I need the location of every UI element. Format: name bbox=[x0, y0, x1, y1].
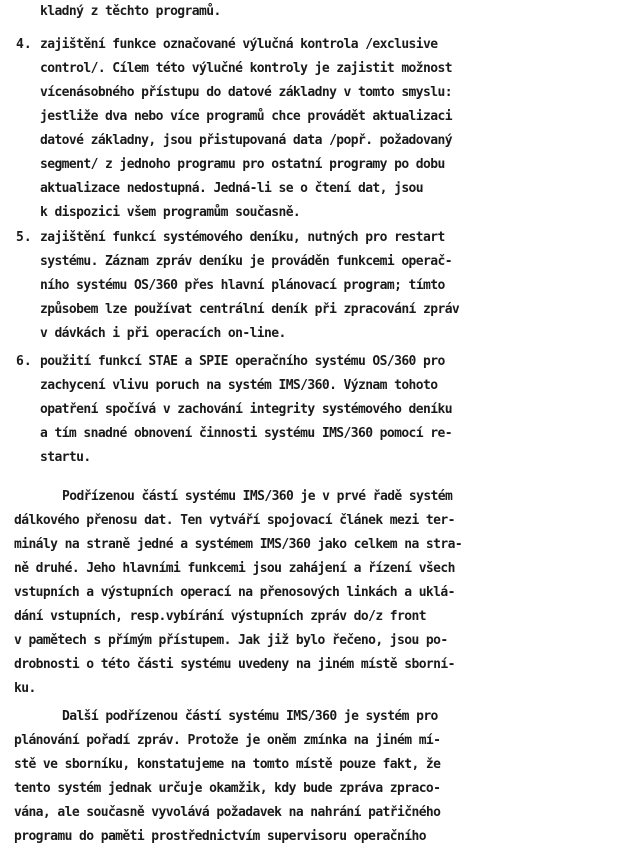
text-line: ního systému OS/360 přes hlavní plánovací program; tímto bbox=[40, 278, 445, 293]
text-line: dálkového přenosu dat. Ten vytváří spojovací článek mezi ter- bbox=[14, 513, 455, 528]
list-item-number: 6. bbox=[16, 354, 32, 369]
list-item-number: 5. bbox=[16, 230, 32, 245]
text-line: programu do paměti prostřednictvím supervisoru operačního bbox=[14, 829, 426, 844]
text-line: v pamětech s přímým přístupem. Jak již bylo řečeno, jsou po- bbox=[14, 633, 448, 648]
text-line: dání vstupních, resp.vybírání výstupních zpráv do/z front bbox=[14, 609, 426, 624]
text-line: datové základny, jsou přistupovaná data /popř. požadovaný bbox=[40, 133, 452, 148]
text-line: stě ve sborníku, konstatujeme na tomto místě pouze fakt, že bbox=[14, 757, 441, 772]
text-line: zachycení vlivu poruch na systém IMS/360. Význam tohoto bbox=[40, 378, 438, 393]
text-line: segment/ z jednoho programu pro ostatní programy po dobu bbox=[40, 157, 445, 172]
text-line: systému. Záznam zpráv deníku je prováděn funkcemi operač- bbox=[40, 254, 452, 269]
text-line: vícenásobného přístupu do datové základny v tomto smyslu: bbox=[40, 85, 452, 100]
text-line: použití funkcí STAE a SPIE operačního systému OS/360 pro bbox=[40, 354, 445, 369]
text-line: Další podřízenou částí systému IMS/360 je systém pro bbox=[62, 709, 438, 724]
text-line: kladný z těchto programů. bbox=[40, 4, 221, 19]
list-item-number: 4. bbox=[16, 37, 32, 52]
text-line: ku. bbox=[14, 681, 36, 696]
text-line: startu. bbox=[40, 450, 91, 465]
text-line: minály na straně jedné a systémem IMS/360 jako celkem na stra- bbox=[14, 537, 463, 552]
text-line: zajištění funkce označované výlučná kontrola /exclusive bbox=[40, 37, 438, 52]
text-line: jestliže dva nebo více programů chce provádět aktualizaci bbox=[40, 109, 452, 124]
text-line: ně druhé. Jeho hlavními funkcemi jsou zahájení a řízení všech bbox=[14, 561, 455, 576]
text-line: tento systém jednak určuje okamžik, kdy bude zpráva zpraco- bbox=[14, 781, 441, 796]
text-line: vstupních a výstupních operací na přenosových linkách a uklá- bbox=[14, 585, 455, 600]
text-line: aktualizace nedostupná. Jedná-li se o čtení dat, jsou bbox=[40, 181, 424, 196]
text-line: zajištění funkcí systémového deníku, nutných pro restart bbox=[40, 230, 445, 245]
text-line: Podřízenou částí systému IMS/360 je v prvé řadě systém bbox=[62, 489, 453, 504]
text-line: a tím snadné obnovení činnosti systému IMS/360 pomocí re- bbox=[40, 426, 452, 441]
text-line: vána, ale současně vyvolává požadavek na nahrání patřičného bbox=[14, 805, 441, 820]
text-line: plánování pořadí zpráv. Protože je oněm zmínka na jiném mí- bbox=[14, 733, 441, 748]
text-line: způsobem lze používat centrální deník při zpracování zpráv bbox=[40, 302, 460, 317]
text-line: k dispozici všem programům současně. bbox=[40, 205, 301, 220]
text-line: control/. Cílem této výlučné kontroly je zajistit možnost bbox=[40, 61, 452, 76]
text-line: v dávkách i při operacích on-line. bbox=[40, 326, 286, 341]
text-line: drobnosti o této části systému uvedeny na jiném místě sborní- bbox=[14, 657, 455, 672]
text-line: opatření spočívá v zachování integrity systémového deníku bbox=[40, 402, 452, 417]
